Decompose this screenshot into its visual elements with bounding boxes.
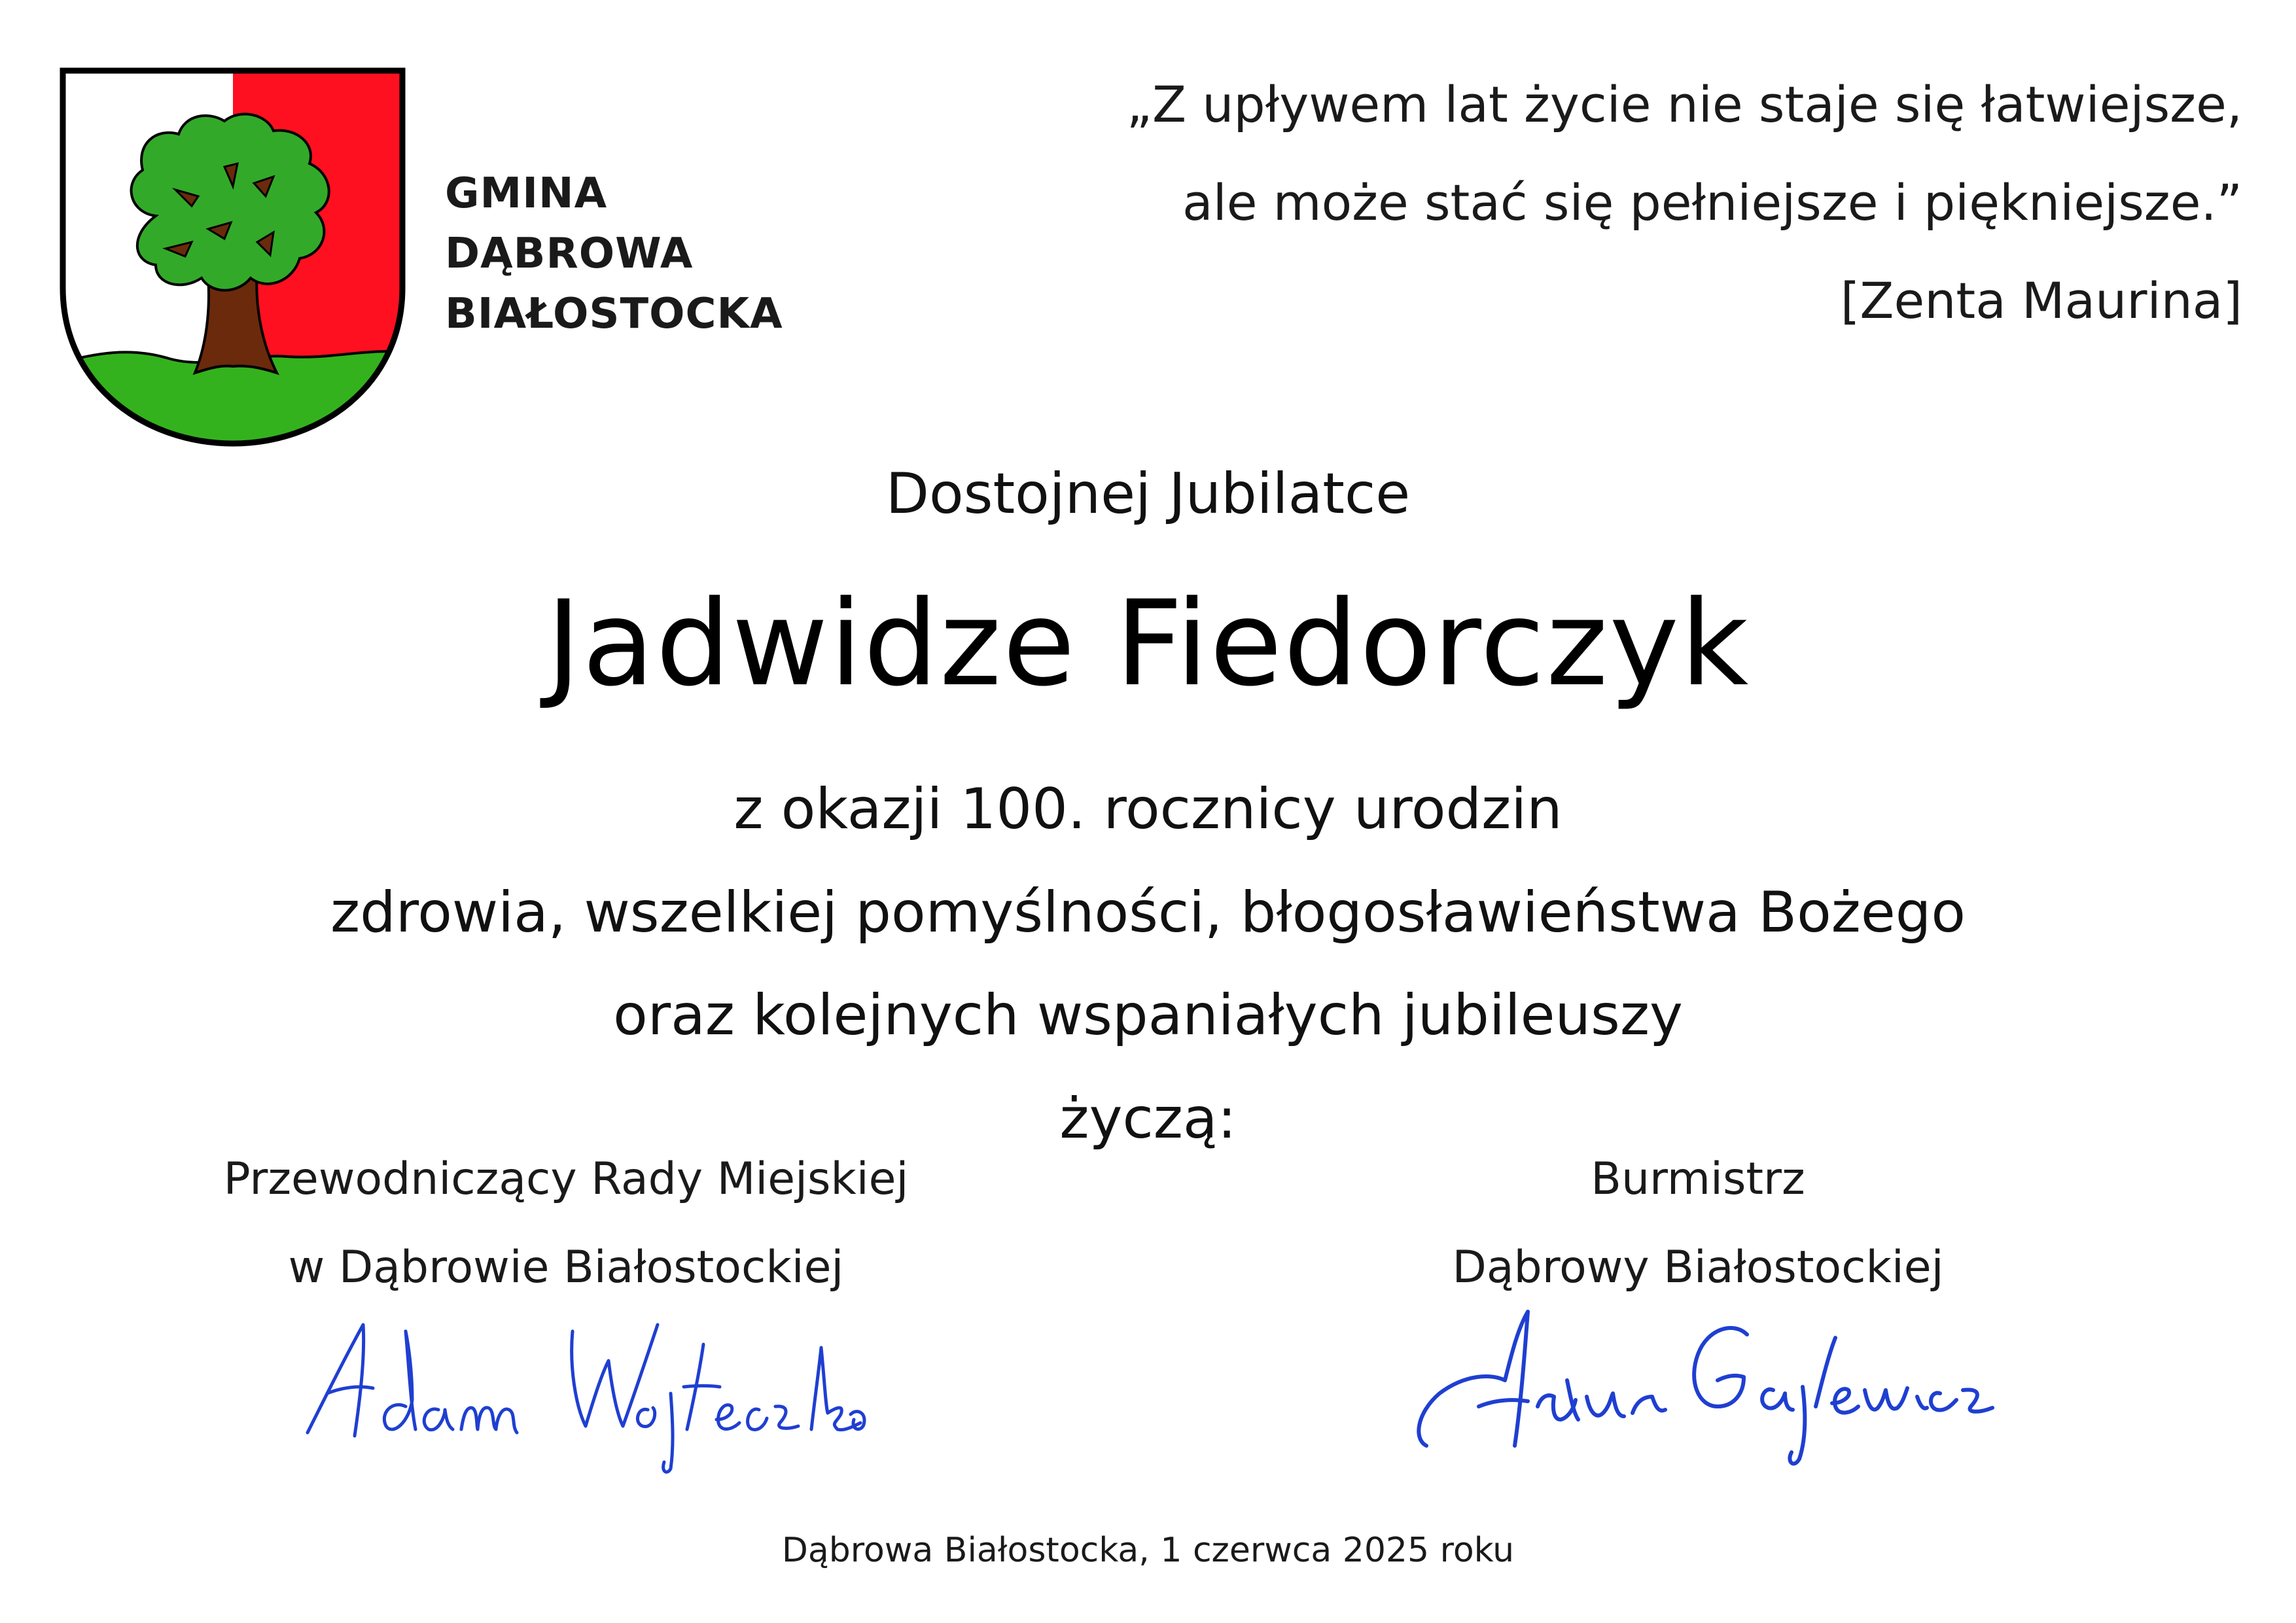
municipality-name-line-2: DĄBROWA: [445, 230, 694, 278]
right-signer-line-2: Dąbrowy Białostockiej: [1452, 1242, 1944, 1293]
left-signer-line-1: Przewodniczący Rady Miejskiej: [223, 1153, 909, 1205]
quote-block: [803, 56, 2242, 350]
quote-author: [Zenta Maurina]: [1840, 271, 2242, 330]
wish-line-4: życzą:: [1059, 1086, 1237, 1151]
honoree-name: Jadwidze Fiedorczyk: [546, 576, 1750, 712]
wish-line-1: z okazji 100. rocznicy urodzin: [733, 777, 1563, 842]
left-handwritten-signature: [281, 1295, 870, 1478]
quote-line-1: „Z upływem lat życie nie staje się łatwiejsze,: [1126, 75, 2242, 133]
right-handwritten-signature: [1407, 1282, 1996, 1478]
coat-of-arms-logo: [58, 65, 408, 448]
left-signer-title: [124, 1135, 1008, 1312]
left-signer-line-2: w Dąbrowie Białostockiej: [288, 1242, 844, 1293]
place-and-date: Dąbrowa Białostocka, 1 czerwca 2025 roku: [781, 1531, 1515, 1570]
right-signer-line-1: Burmistrz: [1591, 1153, 1805, 1205]
wish-line-3: oraz kolejnych wspaniałych jubileuszy: [613, 983, 1683, 1048]
municipality-name-line-3: BIAŁOSTOCKA: [445, 290, 783, 338]
municipality-name-line-1: GMINA: [445, 169, 608, 218]
municipality-name: [445, 164, 783, 344]
dedication-heading: Dostojnej Jubilatce: [885, 461, 1411, 527]
wish-line-2: zdrowia, wszelkiej pomyślności, błogosławieństwa Bożego: [330, 880, 1966, 945]
quote-line-2: ale może stać się pełniejsze i piękniejsze.”: [1182, 173, 2242, 232]
